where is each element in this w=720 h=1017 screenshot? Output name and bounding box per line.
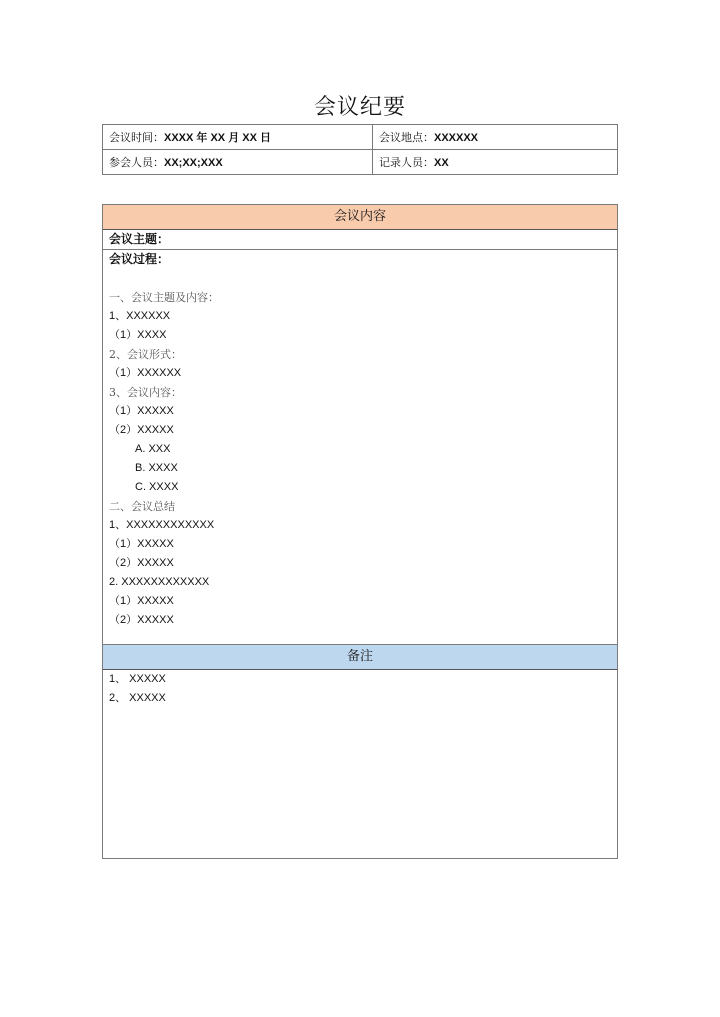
process-line: （2）XXXXX (109, 557, 174, 569)
process-line: 2、会议形式： (109, 348, 182, 361)
spacer (109, 269, 617, 288)
meeting-content-section (102, 204, 618, 859)
recorder-value: XX (434, 157, 449, 169)
attendees-label: 参会人员： (109, 156, 164, 169)
process-line: 二、会议总结 (109, 500, 175, 513)
attendees-value: XX;XX;XXX (164, 157, 223, 169)
process-line: （2）XXXXX (109, 614, 174, 626)
attendees-cell (103, 150, 373, 175)
meeting-time-label: 会议时间： (109, 131, 164, 144)
recorder-label: 记录人员： (379, 156, 434, 169)
process-line: （2）XXXXX (109, 424, 174, 436)
meeting-place-cell (373, 125, 618, 150)
meeting-topic-row: 会议主题： (103, 230, 617, 250)
process-line: （1）XXXXX (109, 595, 174, 607)
process-line: A. XXX (135, 443, 171, 455)
meeting-info-table (102, 124, 618, 175)
process-line: 2. XXXXXXXXXXXX (109, 576, 210, 588)
meeting-place-label: 会议地点： (379, 131, 434, 144)
process-line: （1）XXXXX (109, 538, 174, 550)
process-line: （1）XXXX (109, 329, 167, 341)
process-line: 1、XXXXXXXXXXXX (109, 519, 215, 531)
info-row-time-place (103, 125, 618, 150)
page-title: 会议纪要 (313, 95, 406, 120)
meeting-process-area (103, 250, 617, 645)
recorder-cell (373, 150, 618, 175)
meeting-time-cell (103, 125, 373, 150)
remark-line: 2、 XXXXX (109, 692, 166, 704)
meeting-process-label: 会议过程： (109, 252, 170, 266)
process-line: 3、会议内容： (109, 386, 182, 399)
info-row-attendees-recorder (103, 150, 618, 175)
remark-line: 1、 XXXXX (109, 673, 166, 685)
process-line: C. XXXX (135, 481, 179, 493)
process-line: 1、XXXXXX (109, 310, 171, 322)
remarks-header: 备注 (103, 645, 617, 670)
process-lines (109, 288, 617, 630)
process-line: （1）XXXXX (109, 405, 174, 417)
meeting-place-value: XXXXXX (434, 132, 479, 144)
meeting-time-value: XXXX 年 XX 月 XX 日 (164, 132, 271, 144)
remarks-area (103, 670, 617, 858)
process-line: （1）XXXXXX (109, 367, 182, 379)
meeting-content-header: 会议内容 (103, 205, 617, 230)
process-line: B. XXXX (135, 462, 178, 474)
process-line: 一、会议主题及内容： (109, 291, 219, 304)
